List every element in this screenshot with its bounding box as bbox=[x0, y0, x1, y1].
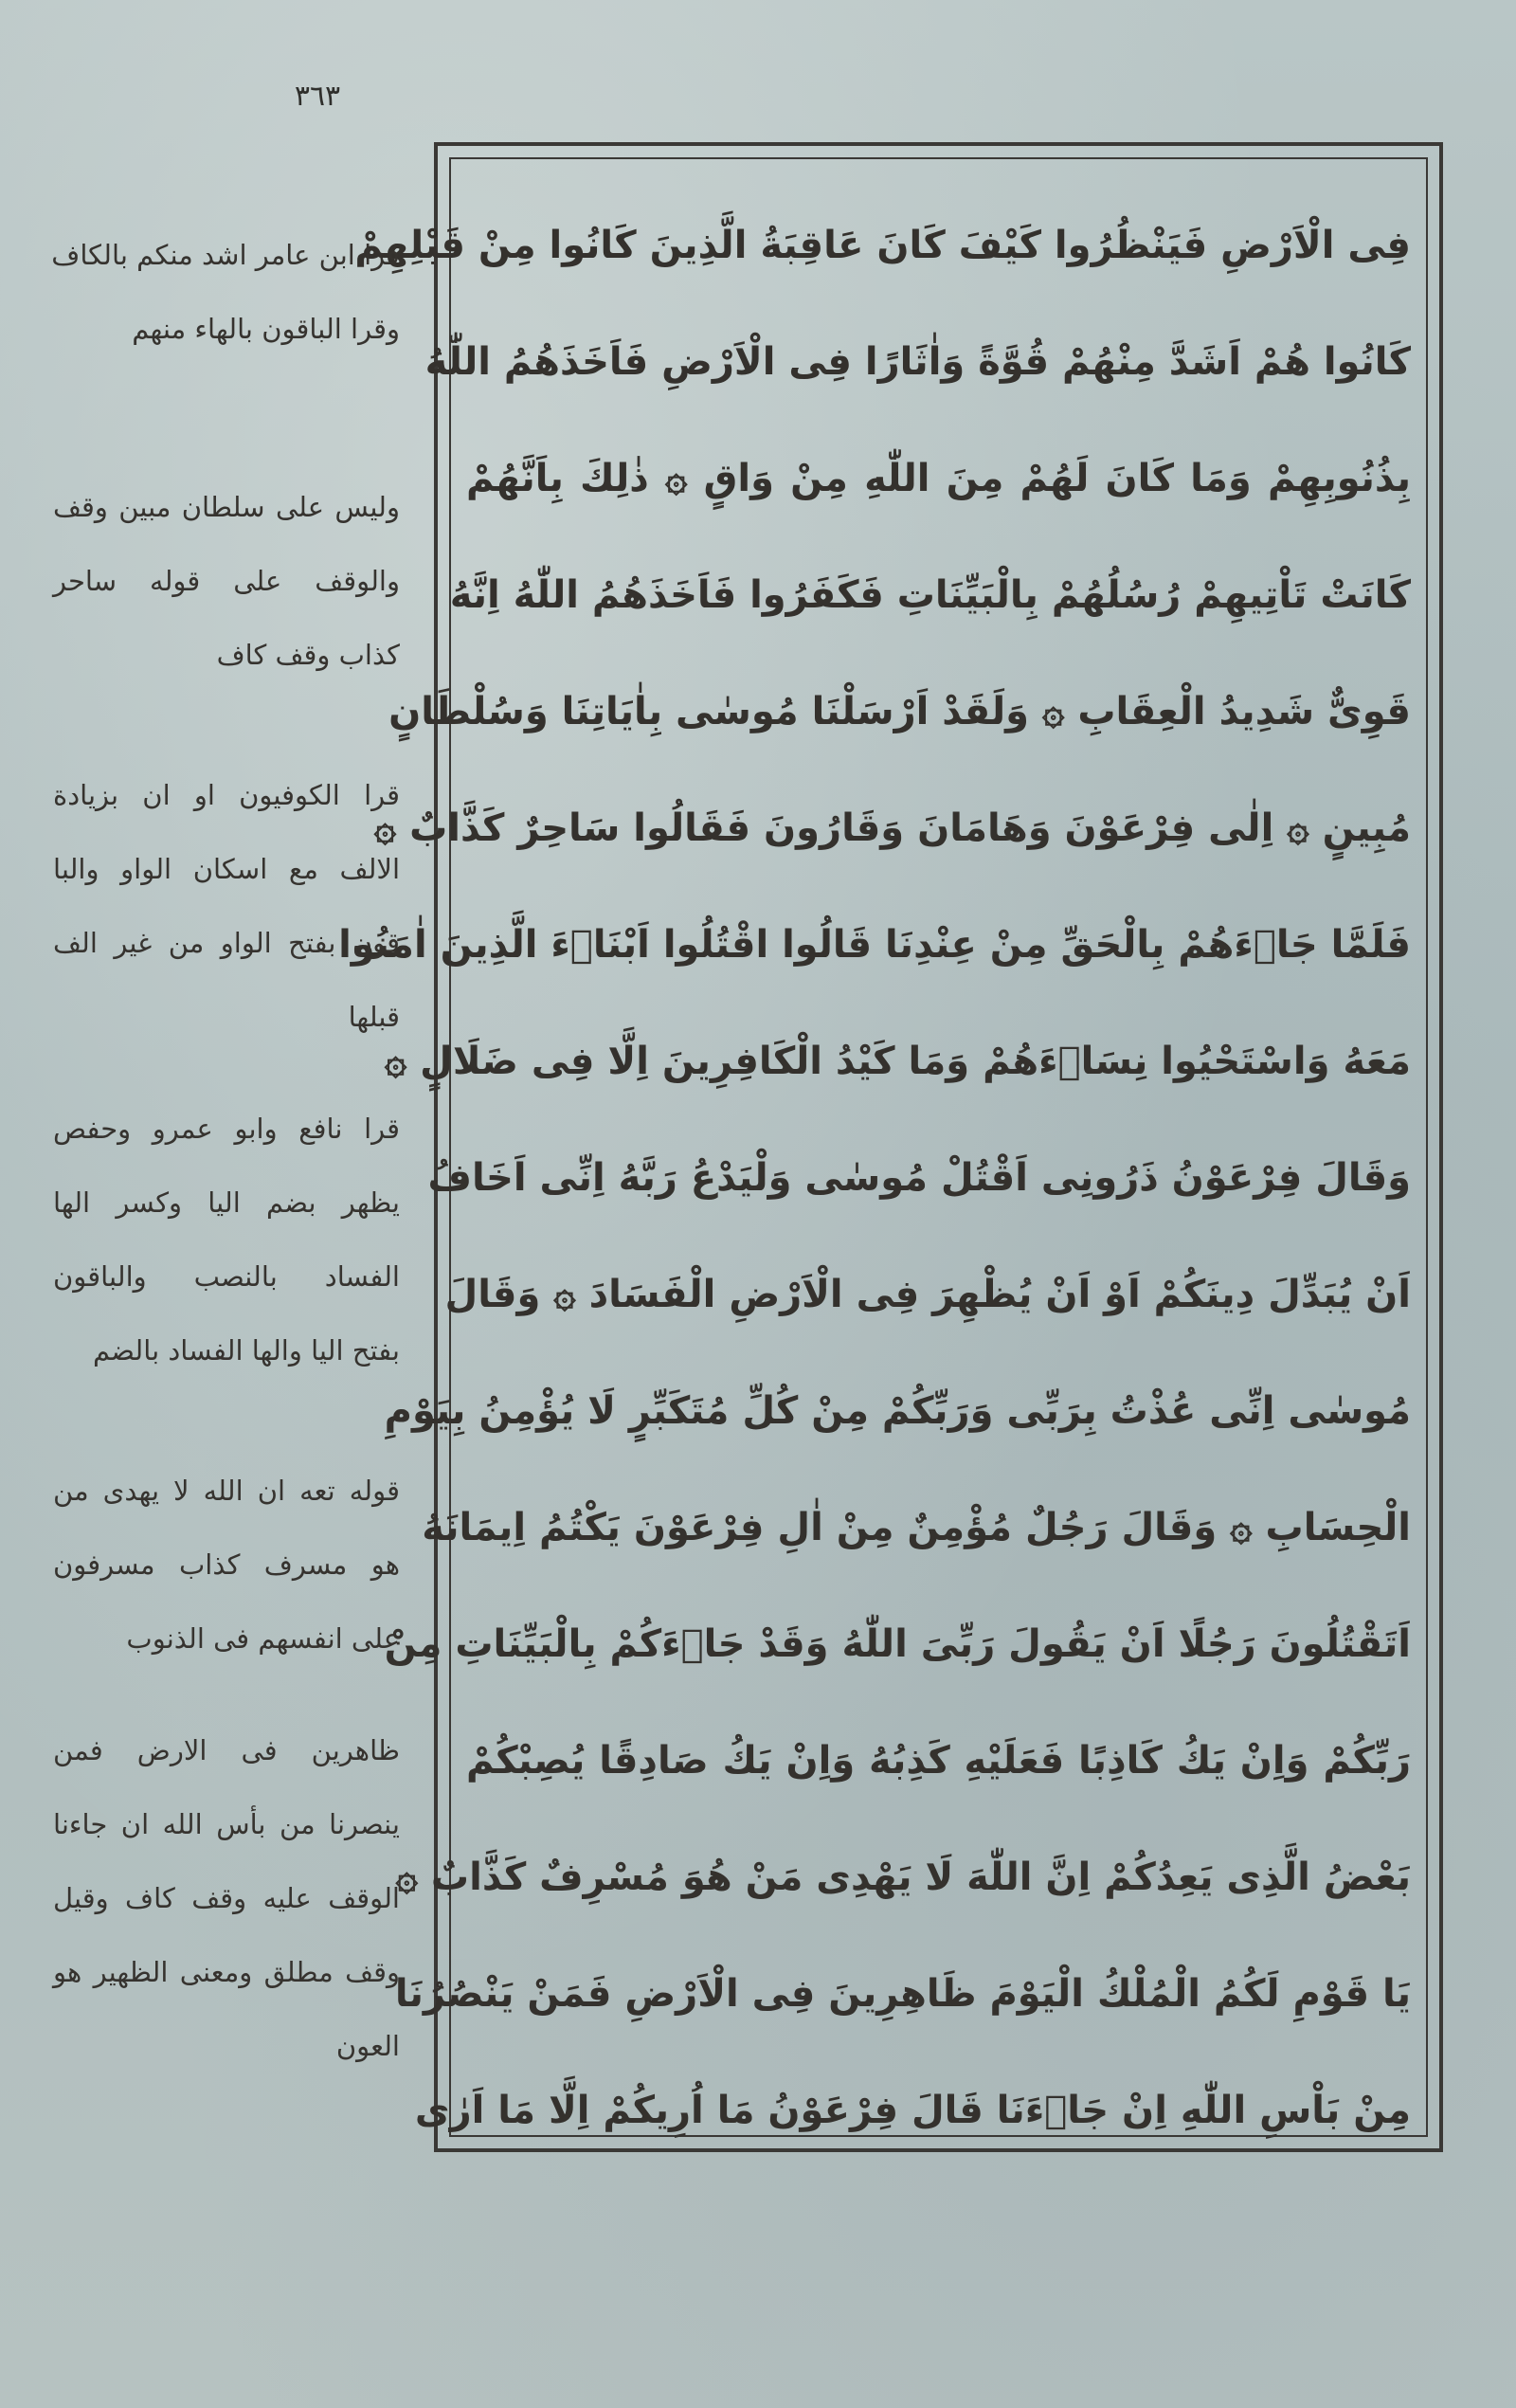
margin-note-line: كذاب وقف كاف bbox=[216, 639, 400, 671]
main-text-line: مِنْ بَاْسِ اللّٰهِ اِنْ جَاۤءَنَا قَالَ فِرْعَوْنُ مَا اُرِيكُمْ اِلَّا مَا اَرٰى bbox=[414, 2089, 1411, 2132]
margin-note-line: قرا الكوفيون او ان بزيادة bbox=[53, 779, 400, 811]
main-text-line: كَانُوا هُمْ اَشَدَّ مِنْهُمْ قُوَّةً وَاٰثَارًا فِى الْاَرْضِ فَاَخَذَهُمُ اللّٰهُ bbox=[424, 340, 1411, 384]
main-text-line: فَلَمَّا جَاۤءَهُمْ بِالْحَقِّ مِنْ عِنْدِنَا قَالُوا اقْتُلُوا اَبْنَاۤءَ الَّذِينَ اٰمَنُوا bbox=[338, 923, 1411, 967]
margin-note-line: قرا ابن عامر اشد منكم بالكاف bbox=[51, 239, 400, 271]
main-text-line: بَعْضُ الَّذِى يَعِدُكُمْ اِنَّ اللّٰهَ لَا يَهْدِى مَنْ هُوَ مُسْرِفٌ كَذَّابٌ ۞ bbox=[395, 1856, 1411, 1899]
main-text-line: يَا قَوْمِ لَكُمُ الْمُلْكُ الْيَوْمَ ظَاهِرِينَ فِى الْاَرْضِ فَمَنْ يَنْصُرُنَا bbox=[394, 1972, 1411, 2016]
margin-note-line: الفساد بالنصب والباقون bbox=[53, 1260, 400, 1293]
note-spacer bbox=[53, 1675, 400, 1713]
note-spacer bbox=[53, 1387, 400, 1454]
margin-note-line: على انفسهم فى الذنوب bbox=[126, 1622, 400, 1655]
margin-note-line: قون بفتح الواو من غير الف bbox=[53, 927, 400, 959]
margin-note-line: والوقف على قوله ساحر bbox=[53, 565, 400, 597]
margin-note-line: الالف مع اسكان الواو والبا bbox=[53, 853, 400, 885]
margin-note-line: ظاهرين فى الارض فمن bbox=[53, 1734, 400, 1766]
margin-commentary bbox=[53, 218, 400, 2083]
main-text-line: مُبِينٍ ۞ اِلٰى فِرْعَوْنَ وَهَامَانَ وَقَارُونَ فَقَالُوا سَاحِرٌ كَذَّابٌ ۞ bbox=[373, 806, 1411, 850]
main-text-line: مُوسٰى اِنِّى عُذْتُ بِرَبِّى وَرَبِّكُمْ مِنْ كُلِّ مُتَكَبِّرٍ لَا يُؤْمِنُ بِيَوْمِ bbox=[384, 1389, 1411, 1433]
margin-note-line: العون bbox=[335, 2030, 400, 2062]
margin-note bbox=[53, 218, 400, 366]
page-number: ٣٦٣ bbox=[294, 80, 341, 113]
margin-note-line: الوقف عليه وقف كاف وقيل bbox=[53, 1882, 400, 1914]
margin-note bbox=[53, 758, 400, 1054]
margin-note bbox=[53, 1454, 400, 1675]
main-text-line: مَعَهُ وَاسْتَحْيُوا نِسَاۤءَهُمْ وَمَا كَيْدُ الْكَافِرِينَ اِلَّا فِى ضَلَالٍ ۞ bbox=[384, 1040, 1411, 1083]
margin-note-line: هو مسرف كذاب مسرفون bbox=[53, 1548, 400, 1581]
margin-note bbox=[53, 1713, 400, 2083]
margin-note-line: يظهر بضم اليا وكسر الها bbox=[53, 1186, 400, 1219]
main-text-line: فِى الْاَرْضِ فَيَنْظُرُوا كَيْفَ كَانَ عَاقِبَةُ الَّذِينَ كَانُوا مِنْ قَبْلِهِمْ bbox=[354, 224, 1411, 267]
main-text-line: وَقَالَ فِرْعَوْنُ ذَرُونِى اَقْتُلْ مُوسٰى وَلْيَدْعُ رَبَّهُ اِنِّى اَخَافُ bbox=[427, 1156, 1411, 1200]
note-spacer bbox=[53, 366, 400, 470]
note-spacer bbox=[53, 692, 400, 758]
note-spacer bbox=[53, 1054, 400, 1092]
main-text-line: اَنْ يُبَدِّلَ دِينَكُمْ اَوْ اَنْ يُظْهِرَ فِى الْاَرْضِ الْفَسَادَ ۞ وَقَالَ bbox=[444, 1273, 1411, 1316]
main-text-line: اَتَقْتُلُونَ رَجُلًا اَنْ يَقُولَ رَبِّىَ اللّٰهُ وَقَدْ جَاۤءَكُمْ بِالْبَيِّنَاتِ مِنْ bbox=[384, 1622, 1411, 1666]
margin-note-line: وقف مطلق ومعنى الظهير هو bbox=[53, 1956, 400, 1988]
main-text-line: قَوِىٌّ شَدِيدُ الْعِقَابِ ۞ وَلَقَدْ اَرْسَلْنَا مُوسٰى بِاٰيَاتِنَا وَسُلْطَانٍ bbox=[388, 690, 1411, 733]
margin-note bbox=[53, 1092, 400, 1387]
margin-note-line: ينصرنا من بأس الله ان جاءنا bbox=[53, 1808, 400, 1840]
main-text-line: الْحِسَابِ ۞ وَقَالَ رَجُلٌ مُؤْمِنٌ مِنْ اٰلِ فِرْعَوْنَ يَكْتُمُ اِيمَانَهُ bbox=[422, 1506, 1411, 1549]
margin-note-line: وليس على سلطان مبين وقف bbox=[53, 491, 400, 523]
margin-note-line: بفتح اليا والها الفساد بالضم bbox=[92, 1334, 400, 1367]
main-text-line: بِذُنُوبِهِمْ وَمَا كَانَ لَهُمْ مِنَ اللّٰهِ مِنْ وَاقٍ ۞ ذٰلِكَ بِاَنَّهُمْ bbox=[466, 457, 1411, 500]
main-text-line: كَانَتْ تَاْتِيهِمْ رُسُلُهُمْ بِالْبَيِّنَاتِ فَكَفَرُوا فَاَخَذَهُمُ اللّٰهُ اِنَّهُ bbox=[449, 573, 1411, 617]
margin-note-line: قبلها bbox=[348, 1001, 400, 1033]
main-text-line: رَبِّكُمْ وَاِنْ يَكُ كَاذِبًا فَعَلَيْهِ كَذِبُهُ وَاِنْ يَكُ صَادِقًا يُصِبْكُمْ bbox=[466, 1739, 1411, 1783]
margin-note-line: قوله تعه ان الله لا يهدى من bbox=[53, 1475, 400, 1507]
margin-note-line: قرا نافع وابو عمرو وحفص bbox=[53, 1113, 400, 1145]
margin-note-line: وقرا الباقون بالهاء منهم bbox=[132, 313, 400, 345]
margin-note bbox=[53, 470, 400, 692]
